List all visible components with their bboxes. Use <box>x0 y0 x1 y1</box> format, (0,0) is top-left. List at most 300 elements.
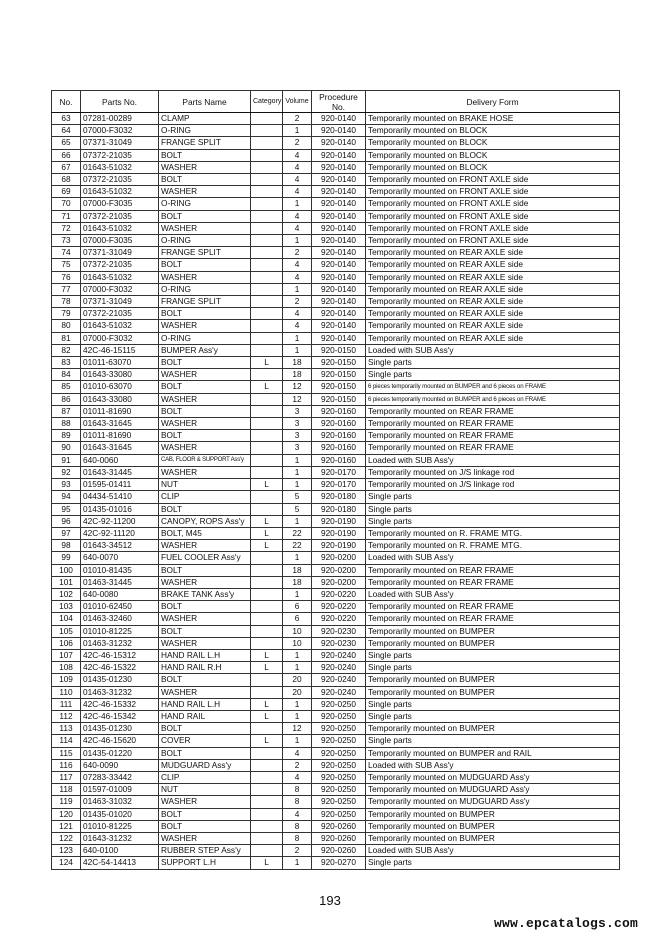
cell-parts-no: 01011-81690 <box>81 405 159 417</box>
cell-parts-no: 01010-81225 <box>81 820 159 832</box>
cell-volume: 1 <box>283 710 312 722</box>
cell-volume: 4 <box>283 186 312 198</box>
cell-delivery-form: Temporarily mounted on BUMPER <box>366 832 620 844</box>
cell-volume: 1 <box>283 698 312 710</box>
cell-procedure-no: 920-0160 <box>312 418 366 430</box>
cell-procedure-no: 920-0180 <box>312 491 366 503</box>
cell-procedure-no: 920-0170 <box>312 479 366 491</box>
table-row <box>52 222 620 234</box>
cell-delivery-form: Loaded with SUB Ass'y <box>366 845 620 857</box>
cell-volume: 1 <box>283 662 312 674</box>
table-row <box>52 698 620 710</box>
cell-category <box>251 576 283 588</box>
table-row <box>52 161 620 173</box>
cell-parts-name: WASHER <box>159 540 251 552</box>
table-row <box>52 576 620 588</box>
cell-parts-name: FUEL COOLER Ass'y <box>159 552 251 564</box>
cell-procedure-no: 920-0240 <box>312 662 366 674</box>
table-row <box>52 381 620 393</box>
cell-category <box>251 271 283 283</box>
cell-delivery-form: Temporarily mounted on REAR AXLE side <box>366 283 620 295</box>
cell-procedure-no: 920-0250 <box>312 784 366 796</box>
cell-delivery-form: Single parts <box>366 357 620 369</box>
cell-procedure-no: 920-0140 <box>312 210 366 222</box>
cell-volume: 1 <box>283 125 312 137</box>
cell-procedure-no: 920-0140 <box>312 198 366 210</box>
cell-parts-no: 07372-21035 <box>81 259 159 271</box>
cell-parts-no: 01435-01016 <box>81 503 159 515</box>
cell-parts-no: 42C-46-15342 <box>81 710 159 722</box>
cell-procedure-no: 920-0200 <box>312 552 366 564</box>
cell-procedure-no: 920-0240 <box>312 674 366 686</box>
cell-parts-name: BOLT <box>159 564 251 576</box>
cell-parts-no: 01597-01009 <box>81 784 159 796</box>
cell-volume: 3 <box>283 442 312 454</box>
cell-volume: 18 <box>283 564 312 576</box>
cell-no: 104 <box>52 613 81 625</box>
cell-parts-name: BOLT, M45 <box>159 527 251 539</box>
table-row <box>52 320 620 332</box>
cell-parts-name: WASHER <box>159 442 251 454</box>
cell-volume: 2 <box>283 759 312 771</box>
cell-parts-no: 07000-F3035 <box>81 198 159 210</box>
cell-no: 124 <box>52 857 81 869</box>
cell-volume: 1 <box>283 198 312 210</box>
cell-delivery-form: Loaded with SUB Ass'y <box>366 588 620 600</box>
cell-parts-no: 01463-32460 <box>81 613 159 625</box>
table-row <box>52 771 620 783</box>
table-row <box>52 454 620 466</box>
table-row <box>52 613 620 625</box>
cell-category <box>251 759 283 771</box>
table-row <box>52 430 620 442</box>
cell-parts-name: BOLT <box>159 601 251 613</box>
table-row <box>52 662 620 674</box>
cell-no: 119 <box>52 796 81 808</box>
cell-category <box>251 161 283 173</box>
cell-parts-name: WASHER <box>159 222 251 234</box>
cell-parts-no: 07371-31049 <box>81 247 159 259</box>
cell-category <box>251 625 283 637</box>
cell-procedure-no: 920-0150 <box>312 344 366 356</box>
cell-parts-no: 42C-46-15312 <box>81 649 159 661</box>
cell-delivery-form: Loaded with SUB Ass'y <box>366 344 620 356</box>
cell-volume: 2 <box>283 113 312 125</box>
header-parts-name: Parts Name <box>159 91 251 113</box>
cell-parts-no: 01010-81225 <box>81 625 159 637</box>
cell-category <box>251 796 283 808</box>
cell-no: 88 <box>52 418 81 430</box>
cell-delivery-form: Temporarily mounted on BLOCK <box>366 161 620 173</box>
cell-parts-name: BOLT <box>159 723 251 735</box>
cell-procedure-no: 920-0220 <box>312 601 366 613</box>
table-row <box>52 149 620 161</box>
cell-delivery-form: Temporarily mounted on R. FRAME MTG. <box>366 527 620 539</box>
cell-no: 91 <box>52 454 81 466</box>
table-row <box>52 393 620 405</box>
cell-parts-name: WASHER <box>159 832 251 844</box>
cell-volume: 3 <box>283 418 312 430</box>
cell-delivery-form: Temporarily mounted on REAR FRAME <box>366 576 620 588</box>
cell-parts-name: BOLT <box>159 381 251 393</box>
cell-parts-no: 07281-00289 <box>81 113 159 125</box>
cell-parts-no: 01643-51032 <box>81 186 159 198</box>
cell-delivery-form: Temporarily mounted on REAR FRAME <box>366 442 620 454</box>
cell-category: L <box>251 662 283 674</box>
cell-category <box>251 674 283 686</box>
cell-delivery-form: Temporarily mounted on BLOCK <box>366 125 620 137</box>
cell-procedure-no: 920-0240 <box>312 649 366 661</box>
cell-delivery-form: Single parts <box>366 698 620 710</box>
table-row <box>52 820 620 832</box>
cell-category <box>251 747 283 759</box>
cell-volume: 8 <box>283 820 312 832</box>
cell-delivery-form: Temporarily mounted on J/S linkage rod <box>366 466 620 478</box>
cell-procedure-no: 920-0220 <box>312 588 366 600</box>
cell-delivery-form: Temporarily mounted on REAR AXLE side <box>366 320 620 332</box>
cell-parts-no: 01463-31445 <box>81 576 159 588</box>
cell-parts-no: 07372-21035 <box>81 308 159 320</box>
table-row <box>52 527 620 539</box>
cell-category <box>251 832 283 844</box>
cell-volume: 18 <box>283 369 312 381</box>
cell-parts-no: 01643-51032 <box>81 271 159 283</box>
header-volume: Volume <box>283 91 312 113</box>
cell-volume: 1 <box>283 344 312 356</box>
cell-category <box>251 723 283 735</box>
cell-no: 83 <box>52 357 81 369</box>
cell-parts-name: WASHER <box>159 393 251 405</box>
cell-parts-no: 07000-F3032 <box>81 125 159 137</box>
cell-parts-no: 01643-31645 <box>81 418 159 430</box>
cell-procedure-no: 920-0140 <box>312 283 366 295</box>
cell-category <box>251 820 283 832</box>
cell-no: 93 <box>52 479 81 491</box>
table-row <box>52 637 620 649</box>
cell-parts-name: WASHER <box>159 369 251 381</box>
cell-volume: 4 <box>283 210 312 222</box>
cell-category: L <box>251 735 283 747</box>
cell-procedure-no: 920-0220 <box>312 613 366 625</box>
cell-delivery-form: 6 pieces temporarily mounted on BUMPER and 6 pieces on FRAME <box>366 381 620 393</box>
table-row <box>52 125 620 137</box>
cell-procedure-no: 920-0200 <box>312 564 366 576</box>
cell-no: 64 <box>52 125 81 137</box>
cell-volume: 1 <box>283 735 312 747</box>
cell-category <box>251 186 283 198</box>
cell-no: 86 <box>52 393 81 405</box>
cell-volume: 1 <box>283 515 312 527</box>
cell-delivery-form: Single parts <box>366 662 620 674</box>
cell-volume: 18 <box>283 576 312 588</box>
cell-parts-no: 07283-33442 <box>81 771 159 783</box>
cell-no: 103 <box>52 601 81 613</box>
table-row <box>52 137 620 149</box>
cell-no: 73 <box>52 235 81 247</box>
cell-category: L <box>251 710 283 722</box>
cell-volume: 4 <box>283 320 312 332</box>
cell-volume: 1 <box>283 479 312 491</box>
table-row <box>52 418 620 430</box>
cell-parts-no: 42C-46-15115 <box>81 344 159 356</box>
cell-no: 71 <box>52 210 81 222</box>
table-row <box>52 832 620 844</box>
cell-parts-name: CANOPY, ROPS Ass'y <box>159 515 251 527</box>
cell-parts-name: BOLT <box>159 149 251 161</box>
cell-category <box>251 503 283 515</box>
cell-delivery-form: Temporarily mounted on BLOCK <box>366 149 620 161</box>
cell-procedure-no: 920-0250 <box>312 723 366 735</box>
cell-category <box>251 137 283 149</box>
cell-volume: 1 <box>283 857 312 869</box>
cell-category: L <box>251 515 283 527</box>
cell-parts-no: 07000-F3032 <box>81 332 159 344</box>
cell-volume: 2 <box>283 137 312 149</box>
cell-volume: 8 <box>283 832 312 844</box>
cell-delivery-form: Single parts <box>366 710 620 722</box>
cell-parts-name: HAND RAIL R.H <box>159 662 251 674</box>
cell-no: 106 <box>52 637 81 649</box>
cell-parts-no: 04434-51410 <box>81 491 159 503</box>
cell-volume: 4 <box>283 271 312 283</box>
cell-parts-name: WASHER <box>159 186 251 198</box>
cell-volume: 8 <box>283 784 312 796</box>
cell-procedure-no: 920-0250 <box>312 808 366 820</box>
cell-delivery-form: Temporarily mounted on BUMPER <box>366 808 620 820</box>
cell-delivery-form: Single parts <box>366 735 620 747</box>
cell-parts-name: CLIP <box>159 771 251 783</box>
watermark-url: www.epcatalogs.com <box>493 916 638 931</box>
cell-parts-no: 42C-54-14413 <box>81 857 159 869</box>
cell-parts-name: COVER <box>159 735 251 747</box>
cell-no: 84 <box>52 369 81 381</box>
cell-parts-no: 640-0080 <box>81 588 159 600</box>
cell-parts-no: 01643-51032 <box>81 222 159 234</box>
table-row <box>52 515 620 527</box>
cell-procedure-no: 920-0160 <box>312 442 366 454</box>
cell-no: 100 <box>52 564 81 576</box>
cell-category <box>251 283 283 295</box>
cell-parts-no: 42C-46-15322 <box>81 662 159 674</box>
cell-parts-name: BOLT <box>159 308 251 320</box>
cell-no: 109 <box>52 674 81 686</box>
cell-category <box>251 466 283 478</box>
cell-volume: 4 <box>283 771 312 783</box>
cell-procedure-no: 920-0180 <box>312 503 366 515</box>
cell-delivery-form: 6 pieces temporarily mounted on BUMPER and 6 pieces on FRAME <box>366 393 620 405</box>
cell-category <box>251 320 283 332</box>
cell-no: 74 <box>52 247 81 259</box>
cell-parts-name: BOLT <box>159 430 251 442</box>
table-row <box>52 747 620 759</box>
cell-category <box>251 222 283 234</box>
cell-delivery-form: Temporarily mounted on BUMPER <box>366 820 620 832</box>
cell-no: 112 <box>52 710 81 722</box>
cell-parts-name: O-RING <box>159 283 251 295</box>
cell-procedure-no: 920-0140 <box>312 186 366 198</box>
cell-volume: 1 <box>283 466 312 478</box>
cell-parts-no: 640-0060 <box>81 454 159 466</box>
cell-no: 98 <box>52 540 81 552</box>
cell-procedure-no: 920-0230 <box>312 637 366 649</box>
cell-delivery-form: Loaded with SUB Ass'y <box>366 552 620 564</box>
cell-delivery-form: Temporarily mounted on J/S linkage rod <box>366 479 620 491</box>
cell-category <box>251 418 283 430</box>
cell-delivery-form: Loaded with SUB Ass'y <box>366 454 620 466</box>
cell-category <box>251 454 283 466</box>
cell-no: 77 <box>52 283 81 295</box>
cell-no: 113 <box>52 723 81 735</box>
table-row <box>52 174 620 186</box>
cell-parts-name: BOLT <box>159 405 251 417</box>
cell-volume: 1 <box>283 235 312 247</box>
cell-category <box>251 210 283 222</box>
cell-parts-name: WASHER <box>159 637 251 649</box>
cell-parts-no: 42C-46-15332 <box>81 698 159 710</box>
cell-parts-name: HAND RAIL L.H <box>159 649 251 661</box>
table-body <box>52 113 620 870</box>
cell-delivery-form: Temporarily mounted on REAR FRAME <box>366 430 620 442</box>
cell-category <box>251 332 283 344</box>
cell-parts-name: WASHER <box>159 466 251 478</box>
cell-parts-no: 640-0100 <box>81 845 159 857</box>
cell-parts-name: WASHER <box>159 576 251 588</box>
cell-volume: 4 <box>283 808 312 820</box>
cell-delivery-form: Temporarily mounted on REAR FRAME <box>366 418 620 430</box>
cell-parts-name: RUBBER STEP Ass'y <box>159 845 251 857</box>
header-procedure-no: Procedure No. <box>312 91 366 113</box>
cell-category: L <box>251 381 283 393</box>
cell-no: 66 <box>52 149 81 161</box>
cell-volume: 22 <box>283 527 312 539</box>
cell-category <box>251 393 283 405</box>
table-row <box>52 649 620 661</box>
cell-no: 68 <box>52 174 81 186</box>
table-row <box>52 723 620 735</box>
cell-delivery-form: Single parts <box>366 491 620 503</box>
cell-category: L <box>251 698 283 710</box>
cell-parts-no: 07371-31049 <box>81 137 159 149</box>
cell-category <box>251 771 283 783</box>
cell-procedure-no: 920-0150 <box>312 381 366 393</box>
cell-no: 90 <box>52 442 81 454</box>
cell-volume: 3 <box>283 430 312 442</box>
cell-no: 63 <box>52 113 81 125</box>
table-row <box>52 845 620 857</box>
page-number: 193 <box>319 893 341 908</box>
cell-delivery-form: Temporarily mounted on FRONT AXLE side <box>366 174 620 186</box>
cell-parts-no: 01643-51032 <box>81 320 159 332</box>
table-row <box>52 491 620 503</box>
cell-no: 122 <box>52 832 81 844</box>
cell-parts-name: NUT <box>159 784 251 796</box>
table-row <box>52 344 620 356</box>
cell-delivery-form: Loaded with SUB Ass'y <box>366 759 620 771</box>
table-row <box>52 540 620 552</box>
header-no: No. <box>52 91 81 113</box>
cell-delivery-form: Temporarily mounted on FRONT AXLE side <box>366 222 620 234</box>
cell-category <box>251 198 283 210</box>
cell-procedure-no: 920-0140 <box>312 308 366 320</box>
cell-procedure-no: 920-0140 <box>312 259 366 271</box>
cell-procedure-no: 920-0140 <box>312 161 366 173</box>
cell-delivery-form: Temporarily mounted on REAR FRAME <box>366 405 620 417</box>
cell-category <box>251 235 283 247</box>
cell-parts-name: BRAKE TANK Ass'y <box>159 588 251 600</box>
cell-parts-name: CLIP <box>159 491 251 503</box>
cell-parts-no: 01011-63070 <box>81 357 159 369</box>
table-row <box>52 296 620 308</box>
cell-parts-no: 01010-62450 <box>81 601 159 613</box>
cell-procedure-no: 920-0200 <box>312 576 366 588</box>
cell-procedure-no: 920-0160 <box>312 454 366 466</box>
cell-no: 123 <box>52 845 81 857</box>
cell-volume: 20 <box>283 686 312 698</box>
cell-parts-no: 01435-01020 <box>81 808 159 820</box>
table-row <box>52 186 620 198</box>
table-row <box>52 857 620 869</box>
cell-delivery-form: Single parts <box>366 503 620 515</box>
table-row <box>52 283 620 295</box>
cell-parts-no: 01435-01230 <box>81 723 159 735</box>
cell-volume: 12 <box>283 381 312 393</box>
cell-procedure-no: 920-0270 <box>312 857 366 869</box>
cell-procedure-no: 920-0140 <box>312 247 366 259</box>
table-row <box>52 735 620 747</box>
cell-category <box>251 845 283 857</box>
cell-parts-no: 01643-33080 <box>81 393 159 405</box>
cell-no: 65 <box>52 137 81 149</box>
cell-no: 102 <box>52 588 81 600</box>
cell-no: 111 <box>52 698 81 710</box>
cell-volume: 18 <box>283 357 312 369</box>
cell-procedure-no: 920-0260 <box>312 820 366 832</box>
table-row <box>52 259 620 271</box>
cell-volume: 12 <box>283 393 312 405</box>
cell-parts-name: BOLT <box>159 625 251 637</box>
cell-delivery-form: Temporarily mounted on BUMPER <box>366 637 620 649</box>
cell-procedure-no: 920-0140 <box>312 235 366 247</box>
table-row <box>52 405 620 417</box>
cell-procedure-no: 920-0250 <box>312 698 366 710</box>
table-row <box>52 808 620 820</box>
cell-parts-name: CLAMP <box>159 113 251 125</box>
cell-parts-name: WASHER <box>159 161 251 173</box>
cell-parts-no: 42C-92-11200 <box>81 515 159 527</box>
cell-parts-name: WASHER <box>159 271 251 283</box>
table-row <box>52 198 620 210</box>
cell-parts-no: 07000-F3035 <box>81 235 159 247</box>
cell-parts-name: FRANGE SPLIT <box>159 296 251 308</box>
cell-volume: 6 <box>283 613 312 625</box>
cell-category <box>251 808 283 820</box>
cell-delivery-form: Single parts <box>366 369 620 381</box>
cell-parts-name: NUT <box>159 479 251 491</box>
cell-parts-name: O-RING <box>159 332 251 344</box>
cell-parts-name: WASHER <box>159 320 251 332</box>
cell-parts-name: CAB, FLOOR & SUPPORT Ass'y <box>159 454 251 466</box>
cell-parts-name: BUMPER Ass'y <box>159 344 251 356</box>
cell-procedure-no: 920-0140 <box>312 296 366 308</box>
cell-parts-name: BOLT <box>159 259 251 271</box>
cell-no: 81 <box>52 332 81 344</box>
cell-no: 76 <box>52 271 81 283</box>
cell-parts-no: 01463-31232 <box>81 637 159 649</box>
cell-no: 67 <box>52 161 81 173</box>
cell-parts-no: 01643-34512 <box>81 540 159 552</box>
table-row <box>52 686 620 698</box>
cell-procedure-no: 920-0260 <box>312 832 366 844</box>
